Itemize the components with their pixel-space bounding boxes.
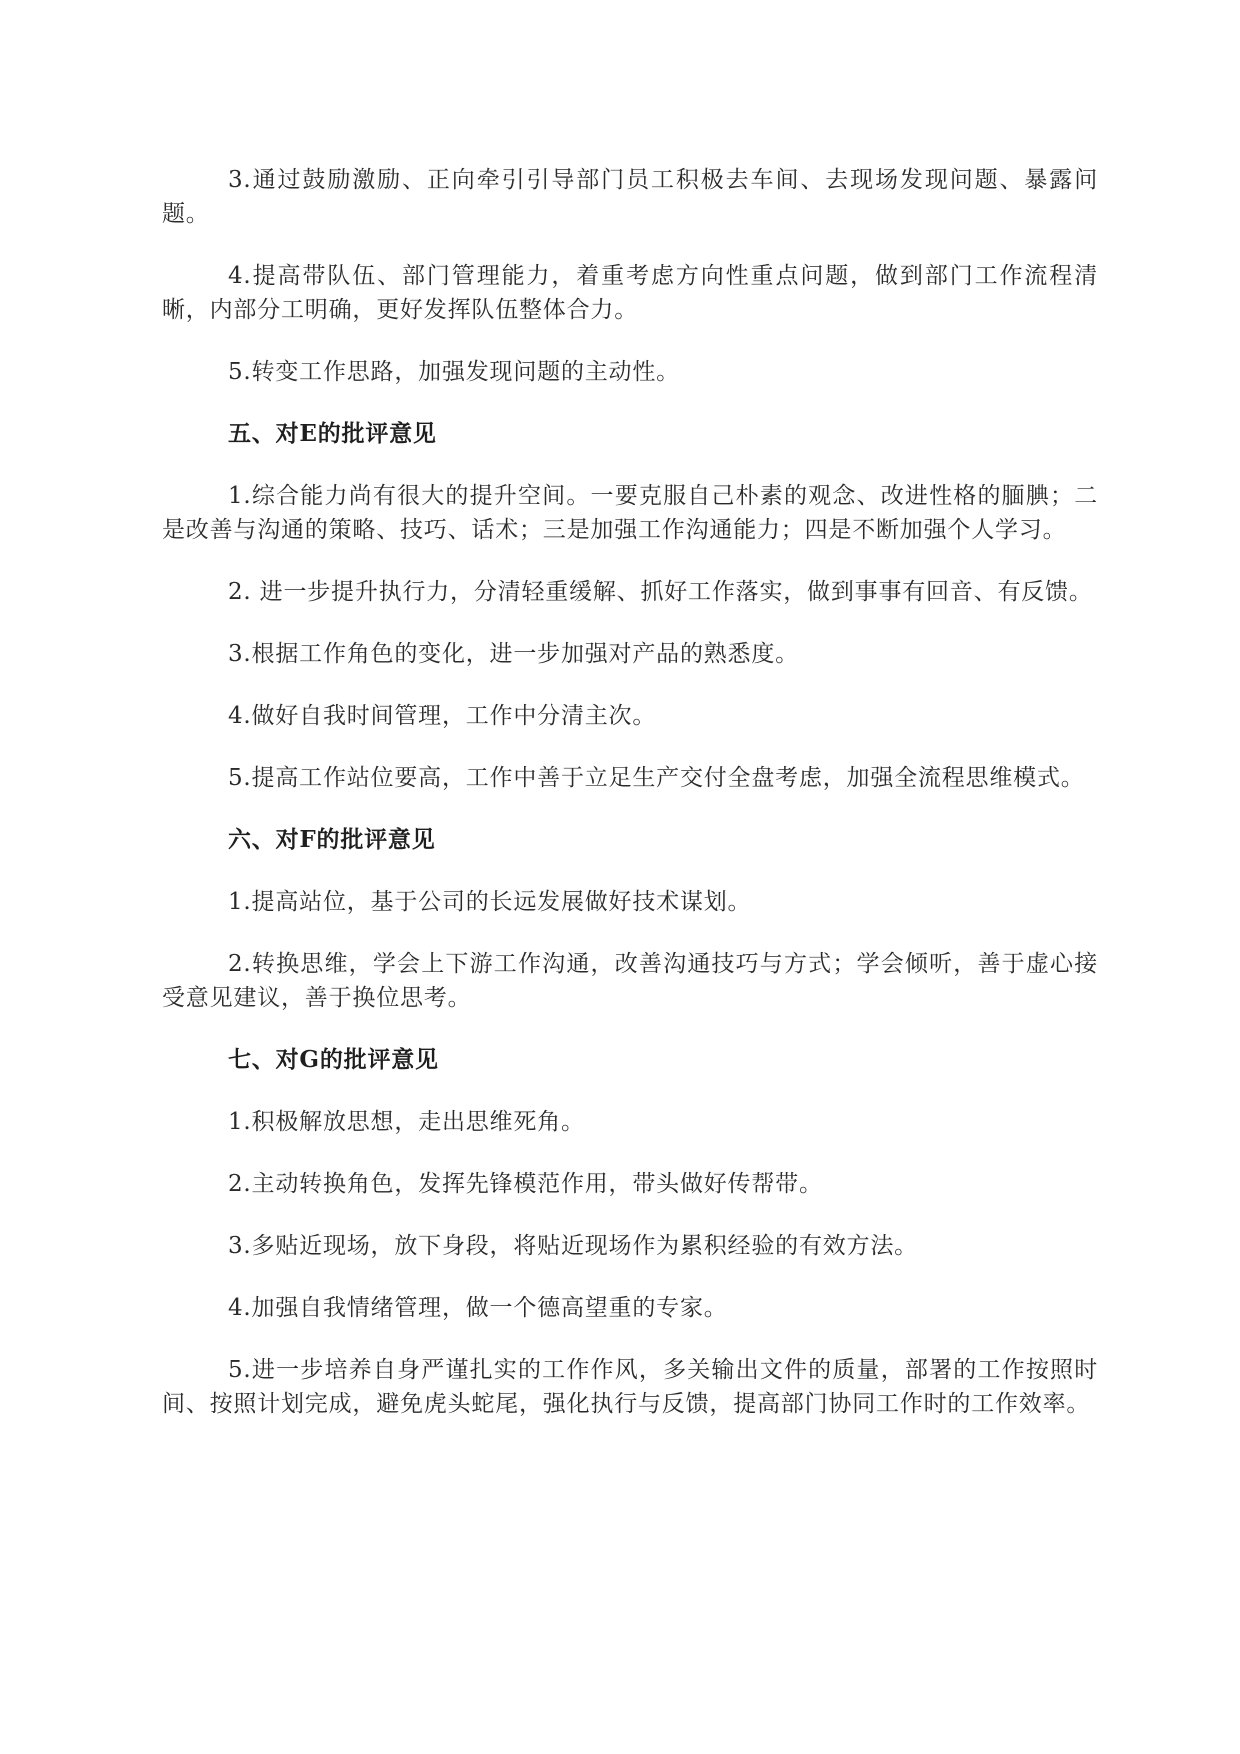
paragraph-4-team-management: 4.提高带队伍、部门管理能力，着重考虑方向性重点问题，做到部门工作流程清晰，内部分工明确，更好发挥队伍整体合力。 <box>162 263 1098 323</box>
paragraph-f-2: 2.转换思维，学会上下游工作沟通，改善沟通技巧与方式；学会倾听，善于虚心接受意见建议，善于换位思考。 <box>162 951 1098 1011</box>
paragraph-g-2: 2.主动转换角色，发挥先锋模范作用，带头做好传帮带。 <box>228 1171 823 1197</box>
paragraph-g-5: 5.进一步培养自身严谨扎实的工作作风，多关输出文件的质量，部署的工作按照时间、按照计划完成，避免虎头蛇尾，强化执行与反馈，提高部门协同工作时的工作效率。 <box>162 1357 1098 1417</box>
section-heading-g: 七、对G的批评意见 <box>228 1046 439 1073</box>
paragraph-g-1: 1.积极解放思想，走出思维死角。 <box>228 1109 585 1135</box>
paragraph-e-3: 3.根据工作角色的变化，进一步加强对产品的熟悉度。 <box>228 641 799 667</box>
paragraph-e-2: 2. 进一步提升执行力，分清轻重缓解、抓好工作落实，做到事事有回音、有反馈。 <box>228 579 1093 605</box>
paragraph-e-4: 4.做好自我时间管理，工作中分清主次。 <box>228 703 657 729</box>
paragraph-f-1: 1.提高站位，基于公司的长远发展做好技术谋划。 <box>228 889 752 915</box>
paragraph-g-4: 4.加强自我情绪管理，做一个德高望重的专家。 <box>228 1295 728 1321</box>
paragraph-5-change-thinking: 5.转变工作思路，加强发现问题的主动性。 <box>228 359 680 385</box>
section-heading-e: 五、对E的批评意见 <box>228 420 437 447</box>
paragraph-3-encourage: 3.通过鼓励激励、正向牵引引导部门员工积极去车间、去现场发现问题、暴露问题。 <box>162 167 1098 227</box>
paragraph-e-5: 5.提高工作站位要高，工作中善于立足生产交付全盘考虑，加强全流程思维模式。 <box>228 765 1085 791</box>
paragraph-e-1: 1.综合能力尚有很大的提升空间。一要克服自己朴素的观念、改进性格的腼腆；二是改善与沟通的策略、技巧、话术；三是加强工作沟通能力；四是不断加强个人学习。 <box>162 483 1098 543</box>
paragraph-g-3: 3.多贴近现场，放下身段，将贴近现场作为累积经验的有效方法。 <box>228 1233 918 1259</box>
section-heading-f: 六、对F的批评意见 <box>228 826 436 853</box>
document-body <box>162 163 1098 1421</box>
